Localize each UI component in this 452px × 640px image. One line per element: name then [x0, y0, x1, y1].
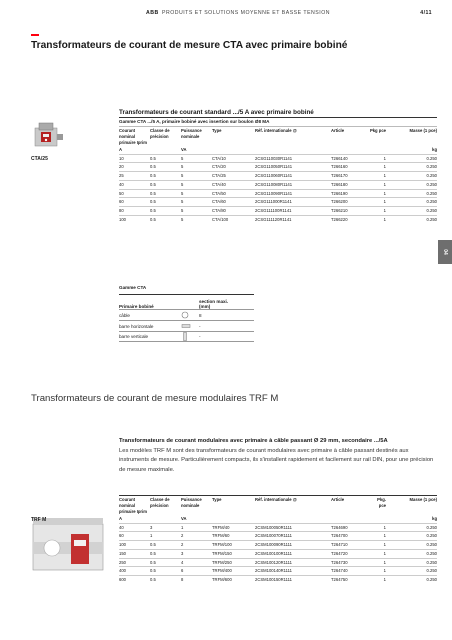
table-cell: 5: [181, 172, 212, 181]
column-header: Article: [331, 128, 345, 133]
unit-cell: A: [119, 516, 123, 521]
table-cell: 1: [369, 567, 386, 576]
table-cell: 2: [181, 532, 212, 541]
table-cell: 0.250: [386, 541, 437, 550]
product-label-cta: CTA/25: [31, 156, 48, 162]
table-cell: 0.250: [386, 154, 437, 163]
table-cell: 25: [119, 172, 150, 181]
table-cell: 1: [369, 541, 386, 550]
unit-cell: [331, 146, 369, 154]
table-cell: 5: [181, 154, 212, 163]
table-cell: 0.5: [150, 189, 181, 198]
column-header: Puissance nominale: [181, 128, 202, 139]
table-cell: 2CSM100100R1111: [255, 549, 331, 558]
table-cell: 2CSG110060R1141: [255, 172, 331, 181]
table-cell: 20: [119, 163, 150, 172]
table-cell: TRFM/400: [212, 567, 255, 576]
table-cell: T266190: [331, 189, 369, 198]
table-cell: 10: [119, 154, 150, 163]
table-header-row: [119, 128, 437, 146]
table-cell: 5: [181, 189, 212, 198]
section2-body: Les modèles TRF M sont des transformateurs de courant modulaires avec primaire à câble passant destinés aux instruments de mesure. Particulièrement compacts, ils s'installent rapidement et facilement sur rail DIN, pour une précision de mesure maximale.: [119, 447, 434, 473]
table-cell: TRFM/600: [212, 575, 255, 583]
table-cell: 1: [369, 558, 386, 567]
table-cell: T266210: [331, 206, 369, 215]
table-row: [119, 567, 437, 576]
unit-cell: VA: [181, 516, 187, 521]
page-number: 4/11: [420, 10, 432, 16]
table-cell: 150: [119, 549, 150, 558]
unit-cell: [331, 515, 369, 523]
table-cell: CTA/60: [212, 198, 255, 207]
table-cell: 2CSG110090R1141: [255, 189, 331, 198]
table-cell: CTA/10: [212, 154, 255, 163]
table-cell: T264690: [331, 523, 369, 532]
table-cell: 0.5: [150, 163, 181, 172]
gamme-col-primary: Primaire bobiné: [119, 304, 154, 309]
table-cell: 1: [181, 523, 212, 532]
table-cell: 40: [119, 523, 150, 532]
table-cell: CTA/25: [212, 172, 255, 181]
unit-cell: [212, 146, 255, 154]
section-title-trfm: Transformateurs de courant de mesure modulaires TRF M: [31, 393, 279, 404]
table-cell: 0.250: [386, 523, 437, 532]
table-cell: 40: [119, 180, 150, 189]
column-header: Réf. internationale @: [255, 128, 297, 133]
table-cell: 2CSM100070R1111: [255, 532, 331, 541]
table-cell: 2CSG110080R1141: [255, 180, 331, 189]
table-cell: 80: [119, 206, 150, 215]
accent-bar: [31, 34, 39, 36]
table-cell: 8: [181, 575, 212, 583]
table-cell: 0.250: [386, 558, 437, 567]
table-cell: 0.5: [150, 154, 181, 163]
table-cell: CTA/80: [212, 206, 255, 215]
table-cell: 50: [119, 189, 150, 198]
table-cell: 0.250: [386, 532, 437, 541]
table-row: [119, 198, 437, 207]
table-cell: 0.250: [386, 215, 437, 223]
gamme-table: [119, 285, 254, 342]
table-cell: 100: [119, 215, 150, 223]
table-cell: T264750: [331, 575, 369, 583]
table-cell: 1: [369, 172, 386, 181]
table-cell: 2CSG111100R1141: [255, 206, 331, 215]
table1-title: Transformateurs de courant standard .../5 A avec primaire bobiné: [119, 109, 314, 116]
table-cell: 0.250: [386, 189, 437, 198]
gamme-title: Gamme CTA: [119, 285, 147, 290]
table-cell: TRFM/100: [212, 541, 255, 550]
table-cell: 0.5: [150, 567, 181, 576]
table-cell: T266170: [331, 172, 369, 181]
brand-logo: ABB: [146, 10, 159, 16]
unit-cell: [369, 515, 386, 523]
table-cell: TRFM/40: [212, 523, 255, 532]
table-cell: 5: [181, 180, 212, 189]
divider: [119, 126, 437, 127]
table-cell: CTA/50: [212, 189, 255, 198]
table-cell: T266140: [331, 154, 369, 163]
unit-cell: [212, 515, 255, 523]
table-cell: 0.5: [150, 575, 181, 583]
trfm-transformer-image: [31, 518, 106, 578]
table-cell: 0.250: [386, 180, 437, 189]
table-cell: 0.5: [150, 558, 181, 567]
table-cell: TRFM/60: [212, 532, 255, 541]
table-row: [119, 180, 437, 189]
unit-cell: [150, 515, 181, 523]
table-cell: 60: [119, 532, 150, 541]
table-cell: 0.250: [386, 549, 437, 558]
unit-cell: [255, 515, 331, 523]
table-row: [119, 523, 437, 532]
table-cell: 1: [369, 575, 386, 583]
table-cell: 1: [369, 523, 386, 532]
vertical-bar-icon: [181, 332, 199, 342]
column-header: Courant nominal primaire Iprim: [119, 497, 147, 514]
table-cell: 1: [369, 549, 386, 558]
page-header: [0, 10, 452, 20]
column-header: Pkg. pce: [377, 497, 386, 508]
unit-cell: [255, 146, 331, 154]
column-header: Type: [212, 128, 222, 133]
table-cell: 5: [181, 215, 212, 223]
gamme-row: barre horizontale -: [119, 320, 254, 331]
table-cell: 2CSM100090R1111: [255, 541, 331, 550]
table-cell: 6: [181, 567, 212, 576]
unit-cell: kg: [432, 147, 437, 152]
unit-cell: VA: [181, 147, 187, 152]
table-cell: 1: [369, 198, 386, 207]
column-header: Classe de précision: [150, 497, 170, 508]
table-cell: 60: [119, 198, 150, 207]
table-cell: 1: [369, 532, 386, 541]
table-cell: T266220: [331, 215, 369, 223]
table-cell: CTA/40: [212, 180, 255, 189]
table-cell: 1: [369, 189, 386, 198]
table-cell: 0.250: [386, 163, 437, 172]
table-row: [119, 172, 437, 181]
cable-icon: [181, 311, 199, 320]
gamme-row: câble 8: [119, 309, 254, 320]
cta-spec-table: [119, 128, 437, 223]
table-cell: 2: [181, 541, 212, 550]
table-cell: 2CSG111120R1141: [255, 215, 331, 223]
product-image-cta: [31, 120, 106, 160]
table-cell: 2CSM100120R1111: [255, 558, 331, 567]
table-cell: 4: [181, 558, 212, 567]
section2-heading: Transformateurs de courant modulaires avec primaire à câble passant Ø 29 mm, secondaire .../5A: [119, 438, 388, 444]
table-cell: 0.5: [150, 172, 181, 181]
table-cell: 0.250: [386, 567, 437, 576]
table-cell: 0.5: [150, 206, 181, 215]
divider: [119, 117, 437, 118]
table-cell: TRFM/150: [212, 549, 255, 558]
table-cell: 1: [369, 215, 386, 223]
table-cell: T266160: [331, 163, 369, 172]
table-row: [119, 163, 437, 172]
table-cell: 2CSM100150R1111: [255, 575, 331, 583]
table-row: [119, 189, 437, 198]
table-cell: T266180: [331, 180, 369, 189]
table-cell: 0.250: [386, 198, 437, 207]
table-cell: 1: [369, 206, 386, 215]
table-cell: 0.250: [386, 206, 437, 215]
table-cell: 5: [181, 198, 212, 207]
table-cell: TRFM/250: [212, 558, 255, 567]
product-label-trfm: TRF M: [31, 517, 47, 523]
page-title: Transformateurs de courant de mesure CTA avec primaire bobiné: [31, 40, 348, 51]
table-cell: 3: [181, 549, 212, 558]
table-cell: 1: [150, 532, 181, 541]
unit-cell: [369, 146, 386, 154]
table-cell: CTA/100: [212, 215, 255, 223]
divider: [119, 495, 437, 496]
horizontal-bar-icon: [181, 322, 199, 331]
table-cell: 0.5: [150, 215, 181, 223]
column-header: Réf. internationale @: [255, 497, 297, 502]
column-header: Article: [331, 497, 345, 502]
table1-subtitle: Gamme CTA .../5 A, primaire bobiné avec insertion sur boulon Ø8 MA: [119, 119, 270, 124]
gamme-col-section: section maxi. (mm): [199, 299, 229, 309]
section-tab: 04: [438, 240, 452, 264]
table-row: [119, 215, 437, 223]
column-header: Courant nominal primaire Iprim: [119, 128, 147, 145]
table-row: [119, 154, 437, 163]
table-cell: 400: [119, 567, 150, 576]
table-row: [119, 558, 437, 567]
table-row: [119, 541, 437, 550]
units-row: [119, 146, 437, 154]
column-header: Classe de précision: [150, 128, 170, 139]
unit-cell: [150, 146, 181, 154]
cta-transformer-image: [31, 120, 71, 150]
table-row: [119, 575, 437, 583]
table-cell: T264730: [331, 558, 369, 567]
table-cell: 3: [150, 523, 181, 532]
table-cell: T264740: [331, 567, 369, 576]
column-header: Puissance nominale: [181, 497, 202, 508]
column-header: Masse (1 pce): [409, 128, 437, 133]
table-cell: 0.5: [150, 180, 181, 189]
table-cell: 250: [119, 558, 150, 567]
table-cell: 0.250: [386, 575, 437, 583]
table-cell: 1: [369, 180, 386, 189]
table-row: [119, 206, 437, 215]
column-header: Pkg pce: [369, 128, 386, 133]
product-image-trfm: [31, 518, 106, 578]
table-cell: 1: [369, 154, 386, 163]
table-cell: 5: [181, 163, 212, 172]
table-cell: 2CSG110030R1141: [255, 154, 331, 163]
table-cell: 0.5: [150, 198, 181, 207]
table-cell: 1: [369, 163, 386, 172]
table-cell: T264720: [331, 549, 369, 558]
table-cell: T264700: [331, 532, 369, 541]
header-subtitle: PRODUITS ET SOLUTIONS MOYENNE ET BASSE TENSION: [162, 10, 330, 16]
table-cell: 600: [119, 575, 150, 583]
table-cell: T264710: [331, 541, 369, 550]
gamme-row: barre verticale -: [119, 331, 254, 342]
table-cell: 2CSM100140R1111: [255, 567, 331, 576]
table-cell: 2CSM100050R1111: [255, 523, 331, 532]
table-cell: 0.5: [150, 541, 181, 550]
unit-cell: kg: [432, 516, 437, 521]
table-cell: T266200: [331, 198, 369, 207]
table-cell: CTA/20: [212, 163, 255, 172]
trfm-spec-table: [119, 497, 437, 584]
table-row: [119, 549, 437, 558]
table-row: [119, 532, 437, 541]
table-cell: 0.250: [386, 172, 437, 181]
table-cell: 0.5: [150, 549, 181, 558]
unit-cell: A: [119, 147, 123, 152]
units-row: [119, 515, 437, 523]
column-header: Masse (1 pce): [409, 497, 437, 502]
table-cell: 2CSG110050R1141: [255, 163, 331, 172]
table-cell: 5: [181, 206, 212, 215]
column-header: Type: [212, 497, 222, 502]
table-cell: 2CSG111000R1141: [255, 198, 331, 207]
table-header-row: [119, 497, 437, 515]
table-cell: 100: [119, 541, 150, 550]
